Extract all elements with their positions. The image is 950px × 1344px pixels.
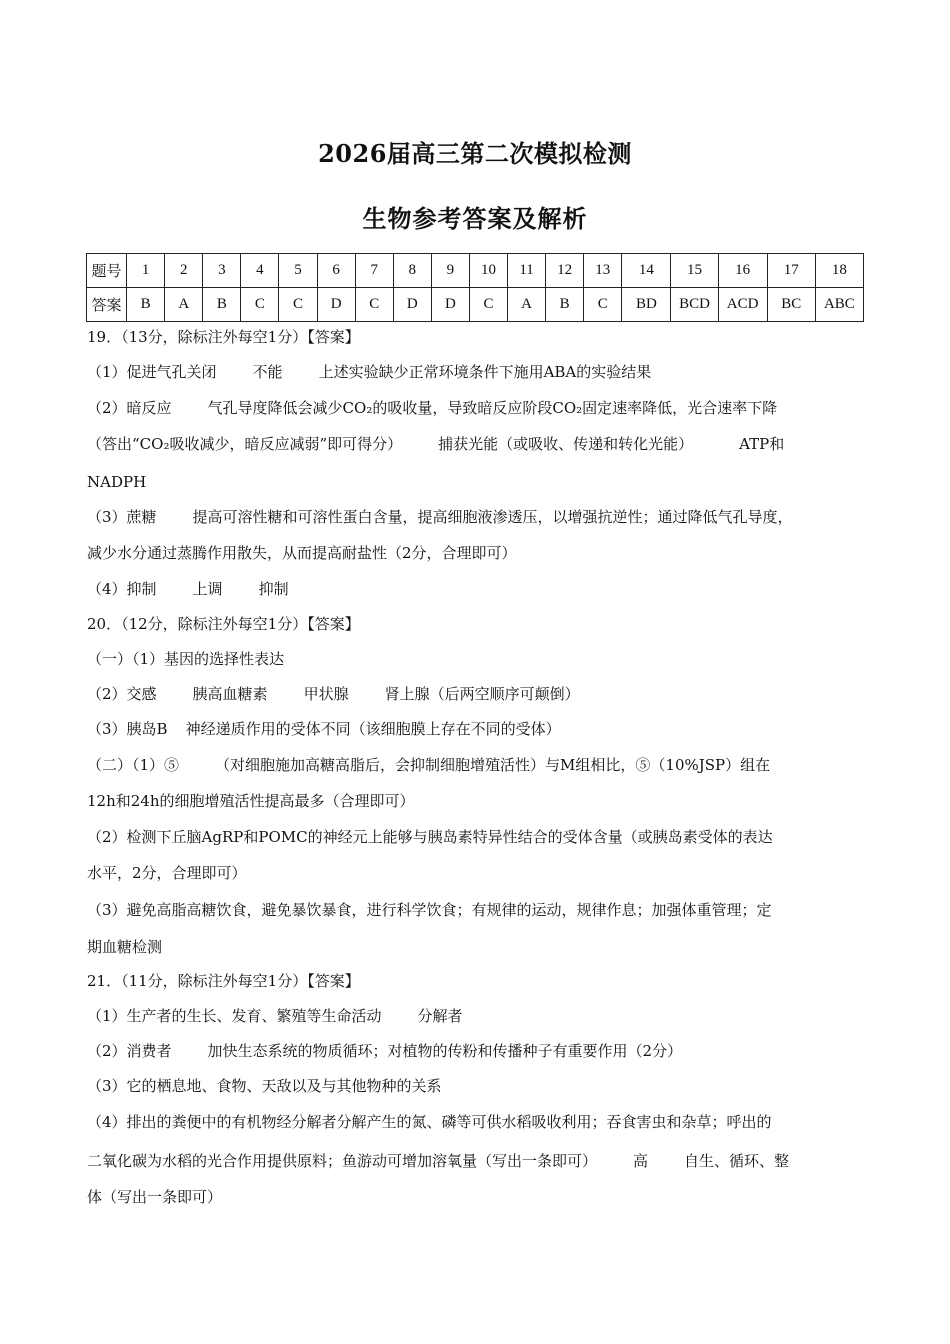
answer-text: 高: [633, 1152, 649, 1170]
q21-heading-text: 21．（11分，除标注外每空1分）【答案】: [87, 972, 360, 990]
q19-heading-text: 19．（13分，除标注外每空1分）【答案】: [87, 328, 360, 346]
answer-text: （3）蔗糖: [87, 508, 157, 526]
question-number: 17: [767, 254, 815, 288]
question-number: 15: [671, 254, 718, 288]
answer-cell: C: [584, 288, 622, 322]
question-number: 18: [815, 254, 863, 288]
answer-text: （4）排出的粪便中的有机物经分解者分解产生的氮、磷等可供水稻吸收利用；吞食害虫和杂草；呼出的: [87, 1113, 772, 1131]
answer-text: （2）暗反应: [87, 399, 172, 417]
answer-text: 捕获光能（或吸收、传递和转化光能）: [438, 435, 694, 453]
answer-text: （3）避免高脂高糖饮食，避免暴饮暴食，进行科学饮食；有规律的运动，规律作息；加强体重管理；定: [87, 901, 772, 919]
answer-text: 分解者: [417, 1007, 463, 1025]
answer-cell: ACD: [718, 288, 767, 322]
question-number: 13: [584, 254, 622, 288]
answer-text: （答出“CO₂吸收减少，暗反应减弱”即可得分）: [87, 435, 403, 453]
question-number: 6: [317, 254, 355, 288]
answer-text: 体（写出一条即可）: [87, 1188, 223, 1206]
answer-text: 自生、循环、整: [684, 1152, 790, 1170]
question-number: 7: [355, 254, 393, 288]
answer-line: [87, 791, 867, 811]
answer-text: 甲状腺: [303, 685, 349, 703]
question-number: 3: [203, 254, 241, 288]
row-header: 题号: [87, 254, 127, 288]
question-number: 10: [469, 254, 507, 288]
answer-cell: B: [203, 288, 241, 322]
answer-line: [87, 684, 867, 704]
answer-text: 减少水分通过蒸腾作用散失，从而提高耐盐性（2分，合理即可）: [87, 544, 517, 562]
question-number: 14: [622, 254, 671, 288]
answer-text: （二）（1）⑤: [87, 756, 180, 774]
q20-heading-text: 20．（12分，除标注外每空1分）【答案】: [87, 615, 360, 633]
answer-cell: D: [317, 288, 355, 322]
answer-cell: B: [546, 288, 584, 322]
answer-text: 水平，2分，合理即可）: [87, 864, 247, 882]
answer-line: [87, 900, 867, 920]
question-number: 11: [508, 254, 546, 288]
answer-text: 上调: [192, 580, 223, 598]
answer-line: [87, 1006, 867, 1026]
subject-title: 生物参考答案及解析: [362, 204, 588, 233]
answer-text: （1）促进气孔关闭: [87, 363, 217, 381]
answer-text: （3）胰岛B: [87, 720, 168, 738]
answer-table: [86, 253, 864, 322]
answer-text: （一）（1）基因的选择性表达: [87, 650, 285, 668]
answer-text: ATP和: [739, 435, 785, 453]
answer-cell: BC: [767, 288, 815, 322]
answer-text: （4）抑制: [87, 580, 157, 598]
answer-cell: C: [279, 288, 317, 322]
answer-text: 抑制: [258, 580, 289, 598]
answer-text: 上述实验缺少正常环境条件下施用ABA的实验结果: [318, 363, 652, 381]
answer-text: 12h和24h的细胞增殖活性提高最多（合理即可）: [87, 792, 415, 810]
q19-heading: [87, 327, 867, 347]
answer-line: [87, 649, 867, 669]
answer-row: [87, 288, 864, 322]
question-number: 8: [393, 254, 431, 288]
question-number: 9: [431, 254, 469, 288]
answer-line: [87, 1041, 867, 1061]
answer-text: （2）检测下丘脑AgRP和POMC的神经元上能够与胰岛素特异性结合的受体含量（或胰岛素受体的表达: [87, 828, 773, 846]
answer-line: [87, 827, 867, 847]
answer-text: 肾上腺（后两空顺序可颠倒）: [384, 685, 580, 703]
answer-text: 气孔导度降低会减少CO₂的吸收量，导致暗反应阶段CO₂固定速率降低，光合速率下降: [207, 399, 778, 417]
answer-text: （1）生产者的生长、发育、繁殖等生命活动: [87, 1007, 382, 1025]
answer-cell: D: [431, 288, 469, 322]
answer-text: （对细胞施加高糖高脂后，会抑制细胞增殖活性）与M组相比，⑤（10%JSP）组在: [215, 756, 771, 774]
answer-text: （3）它的栖息地、食物、天敌以及与其他物种的关系: [87, 1077, 442, 1095]
question-number: 5: [279, 254, 317, 288]
exam-title: 2026届高三第二次模拟检测: [318, 139, 632, 168]
answer-text: 不能: [252, 363, 283, 381]
answer-line: [87, 755, 867, 775]
answer-line: [87, 863, 867, 883]
question-number: 1: [127, 254, 165, 288]
answer-line: [87, 579, 867, 599]
answer-text: 胰高血糖素: [192, 685, 268, 703]
answer-line: [87, 1112, 867, 1132]
question-number: 4: [241, 254, 279, 288]
answer-cell: C: [241, 288, 279, 322]
q20-heading: [87, 614, 867, 634]
answer-cell: C: [469, 288, 507, 322]
answer-line: [87, 719, 867, 739]
q21-heading: [87, 971, 867, 991]
answer-line: [87, 1187, 867, 1207]
answer-cell: A: [165, 288, 203, 322]
question-number: 12: [546, 254, 584, 288]
answer-text: （2）消费者: [87, 1042, 172, 1060]
answer-cell: BD: [622, 288, 671, 322]
answer-text: （2）交感: [87, 685, 157, 703]
answer-line: [87, 507, 867, 527]
answer-line: [87, 543, 867, 563]
answer-line: [87, 398, 867, 418]
answer-line: [87, 1151, 867, 1171]
answer-text: 加快生态系统的物质循环；对植物的传粉和传播种子有重要作用（2分）: [207, 1042, 683, 1060]
answer-text: 二氧化碳为水稻的光合作用提供原料；鱼游动可增加溶氧量（写出一条即可）: [87, 1152, 598, 1170]
answer-cell: BCD: [671, 288, 718, 322]
answer-line: [87, 362, 867, 382]
answer-text: 期血糖检测: [87, 938, 163, 956]
question-number-row: [87, 254, 864, 288]
answer-cell: ABC: [815, 288, 863, 322]
answer-text: 提高可溶性糖和可溶性蛋白含量，提高细胞液渗透压，以增强抗逆性；通过降低气孔导度，: [192, 508, 793, 526]
question-number: 2: [165, 254, 203, 288]
answer-line: [87, 434, 867, 454]
question-number: 16: [718, 254, 767, 288]
answer-text: NADPH: [87, 473, 147, 491]
answer-line: [87, 472, 867, 492]
answer-line: [87, 937, 867, 957]
answer-text: 神经递质作用的受体不同（该细胞膜上存在不同的受体）: [185, 720, 561, 738]
answer-cell: A: [508, 288, 546, 322]
answer-line: [87, 1076, 867, 1096]
answer-cell: B: [127, 288, 165, 322]
answer-cell: C: [355, 288, 393, 322]
row-header: 答案: [87, 288, 127, 322]
answer-cell: D: [393, 288, 431, 322]
